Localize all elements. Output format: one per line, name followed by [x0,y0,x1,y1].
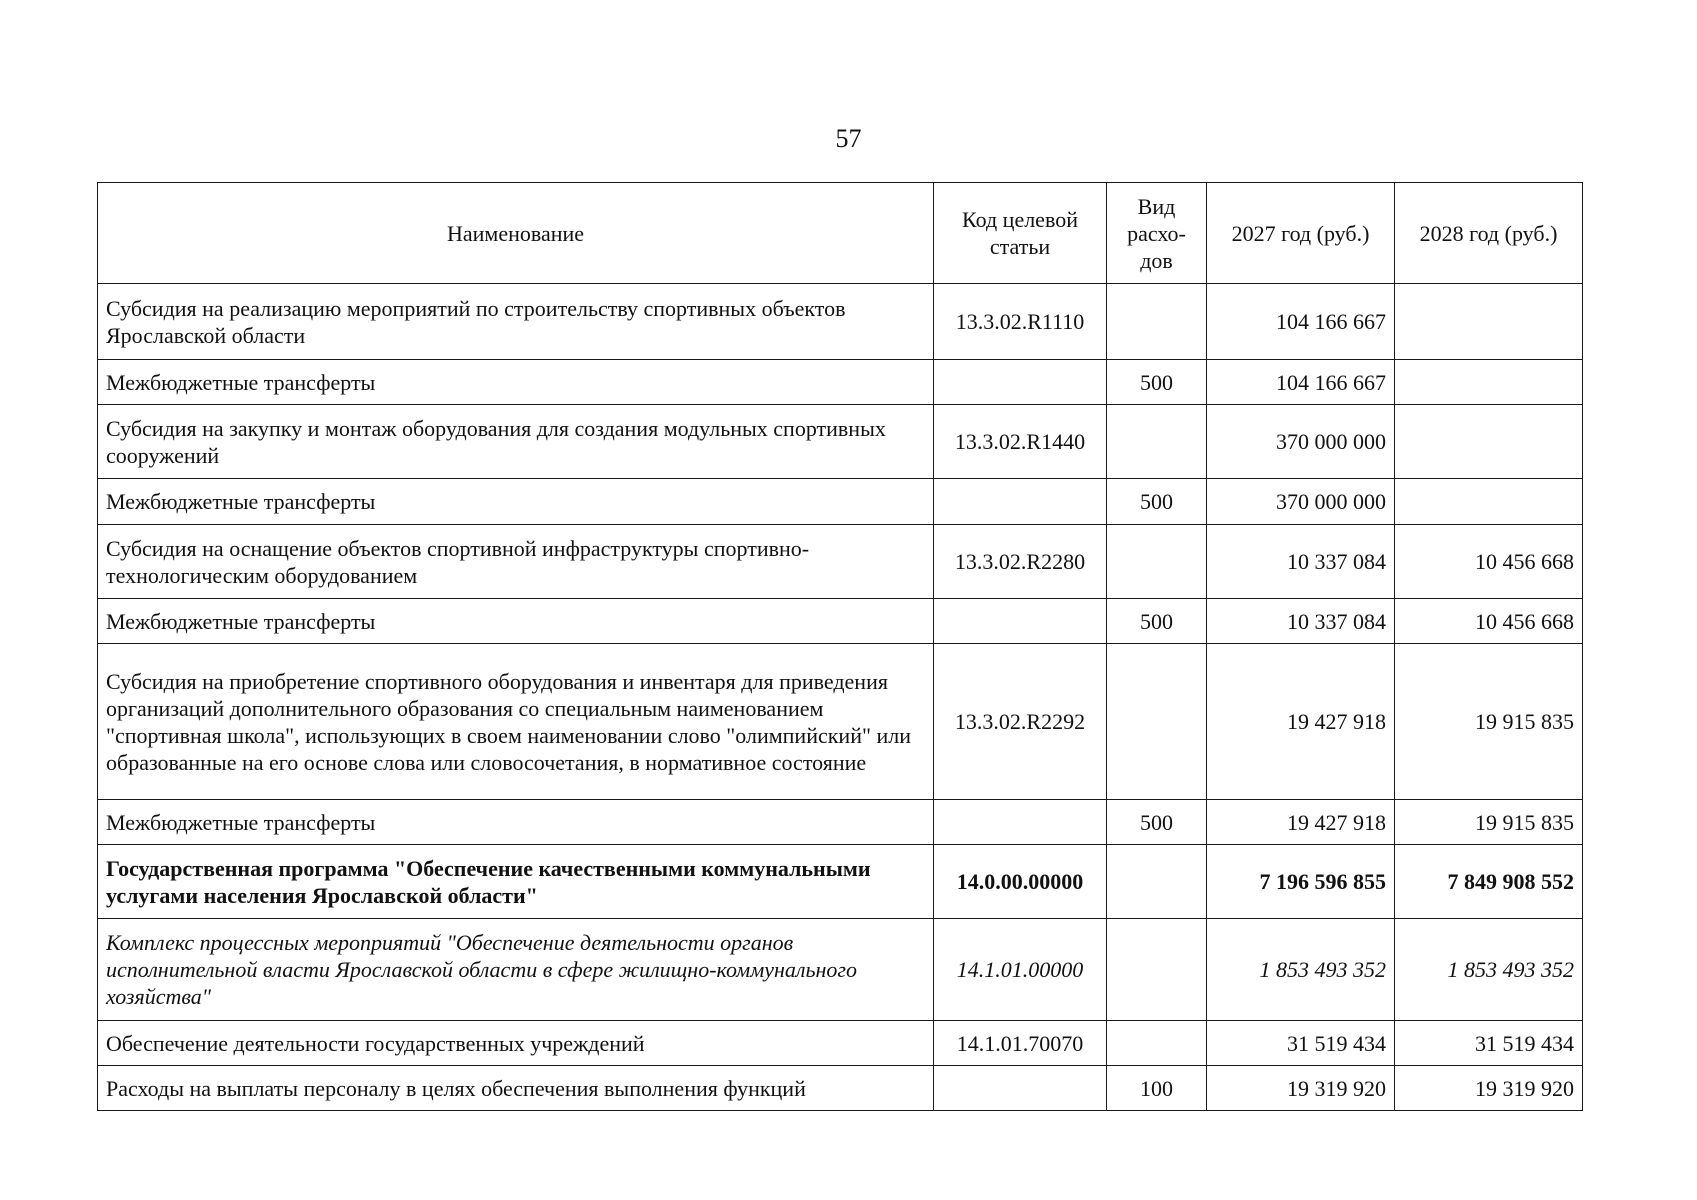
row-code: 14.1.01.70070 [934,1021,1107,1066]
row-kind [1107,845,1207,919]
table-row [98,284,1583,360]
row-code: 13.3.02.R2280 [934,525,1107,599]
row-2027: 370 000 000 [1207,479,1395,525]
row-kind: 500 [1107,800,1207,845]
row-kind: 500 [1107,479,1207,525]
row-name: Субсидия на реализацию мероприятий по строительству спортивных объектов Ярославской области [98,284,934,360]
table-row [98,1066,1583,1111]
row-2027: 104 166 667 [1207,360,1395,405]
row-name: Государственная программа "Обеспечение качественными коммунальными услугами населения Ярославской области" [98,845,934,919]
row-kind [1107,284,1207,360]
row-name: Межбюджетные трансферты [98,479,934,525]
row-kind: 500 [1107,360,1207,405]
table-row [98,644,1583,800]
row-code: 13.3.02.R1440 [934,405,1107,479]
row-kind [1107,1021,1207,1066]
header-name: Наименование [98,183,934,284]
table-row-complex [98,919,1583,1021]
row-code: 13.3.02.R2292 [934,644,1107,800]
row-2028: 7 849 908 552 [1395,845,1583,919]
row-name: Межбюджетные трансферты [98,800,934,845]
row-2027: 19 427 918 [1207,644,1395,800]
row-name: Субсидия на приобретение спортивного оборудования и инвентаря для приведения организаций дополнительного образования со специальным наименованием "спортивная школа", использующих в своем наименовании слово "олимпийский" или образованные на его основе слова или словосочетания, в нормативное состояние [98,644,934,800]
table-row [98,599,1583,644]
budget-table [97,182,1583,1111]
row-code [934,360,1107,405]
header-code: Код целевой статьи [934,183,1107,284]
row-code [934,479,1107,525]
page-number: 57 [835,124,862,153]
table-row [98,525,1583,599]
row-kind: 100 [1107,1066,1207,1111]
row-2028 [1395,405,1583,479]
row-name: Обеспечение деятельности государственных учреждений [98,1021,934,1066]
row-name: Межбюджетные трансферты [98,360,934,405]
row-name: Межбюджетные трансферты [98,599,934,644]
row-2027: 7 196 596 855 [1207,845,1395,919]
row-2028: 19 915 835 [1395,644,1583,800]
table-body [98,284,1583,1111]
row-code [934,1066,1107,1111]
row-2027: 10 337 084 [1207,599,1395,644]
table-row [98,405,1583,479]
row-name: Субсидия на закупку и монтаж оборудования для создания модульных спортивных сооружений [98,405,934,479]
row-code: 14.1.01.00000 [934,919,1107,1021]
row-code: 13.3.02.R1110 [934,284,1107,360]
row-kind [1107,525,1207,599]
row-2028: 19 915 835 [1395,800,1583,845]
row-name: Субсидия на оснащение объектов спортивной инфраструктуры спортивно-технологическим оборудованием [98,525,934,599]
table-row-program [98,845,1583,919]
row-2027: 19 427 918 [1207,800,1395,845]
row-2027: 104 166 667 [1207,284,1395,360]
row-2027: 370 000 000 [1207,405,1395,479]
row-name: Комплекс процессных мероприятий "Обеспечение деятельности органов исполнительной власти Ярославской области в сфере жилищно-коммунального хозяйства" [98,919,934,1021]
row-2028: 19 319 920 [1395,1066,1583,1111]
header-2028: 2028 год (руб.) [1395,183,1583,284]
row-kind [1107,919,1207,1021]
table-row [98,479,1583,525]
table-header-row [98,183,1583,284]
header-2027: 2027 год (руб.) [1207,183,1395,284]
row-2028 [1395,479,1583,525]
row-name: Расходы на выплаты персоналу в целях обеспечения выполнения функций [98,1066,934,1111]
row-2027: 31 519 434 [1207,1021,1395,1066]
row-2028 [1395,284,1583,360]
table-row [98,1021,1583,1066]
row-code: 14.0.00.00000 [934,845,1107,919]
row-2028 [1395,360,1583,405]
row-code [934,599,1107,644]
row-2027: 19 319 920 [1207,1066,1395,1111]
row-code [934,800,1107,845]
row-2028: 10 456 668 [1395,599,1583,644]
header-kind: Вид расхо-дов [1107,183,1207,284]
row-kind [1107,405,1207,479]
row-kind [1107,644,1207,800]
row-2028: 10 456 668 [1395,525,1583,599]
row-kind: 500 [1107,599,1207,644]
row-2028: 1 853 493 352 [1395,919,1583,1021]
row-2027: 1 853 493 352 [1207,919,1395,1021]
row-2027: 10 337 084 [1207,525,1395,599]
table-row [98,360,1583,405]
row-2028: 31 519 434 [1395,1021,1583,1066]
table-row [98,800,1583,845]
